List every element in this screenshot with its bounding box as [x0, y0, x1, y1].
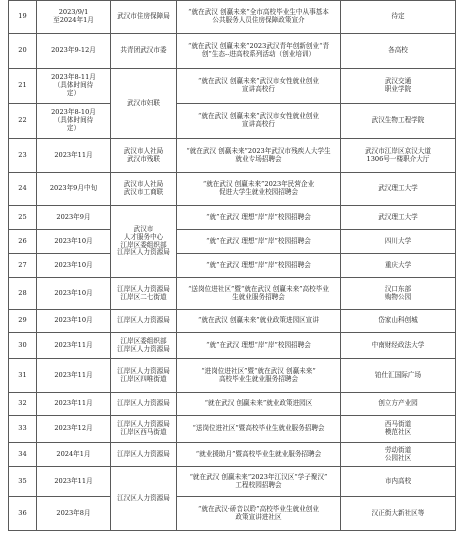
- activity-cell: “就在武汉 创赢未来”就业政策进园区宣讲: [177, 310, 341, 333]
- date-cell: 2023年10月: [37, 254, 111, 278]
- location-cell: 四川大学: [341, 230, 456, 254]
- location-cell: 武汉理工大学: [341, 173, 456, 206]
- table-row: [9, 359, 456, 393]
- activity-cell: “就在武汉 创赢未来”2023武汉青年创新创业“青 创”生态--进高校系列活动（创业培训）: [177, 34, 341, 69]
- date-cell: 2023年8-10月 （具体时间待 定）: [37, 104, 111, 139]
- table-row: [9, 1, 456, 34]
- row-number: 30: [9, 333, 37, 359]
- date-cell: 2023年12月: [37, 416, 111, 443]
- row-number: 24: [9, 173, 37, 206]
- date-cell: 2023年11月: [37, 467, 111, 497]
- table-row: [9, 497, 456, 531]
- organizer-cell: 江汉区人力资源局: [111, 467, 177, 531]
- activity-cell: “就在武汉 创赢未来”2023年民营企业 促进大学生就业校园招聘会: [177, 173, 341, 206]
- organizer-cell: 武汉市 人才服务中心 江岸区委组织部 江岸区人力资源局: [111, 206, 177, 278]
- date-cell: 2023年8月: [37, 497, 111, 531]
- table-row: [9, 69, 456, 104]
- row-number: 21: [9, 69, 37, 104]
- table-row: [9, 34, 456, 69]
- table-row: [9, 278, 456, 310]
- table-row: [9, 230, 456, 254]
- location-cell: 劳动街道 公园社区: [341, 443, 456, 467]
- activity-cell: “就在武汉 创赢未来”武汉市女性就业创业 宣讲高校行: [177, 69, 341, 104]
- location-cell: 武汉市江岸区京汉大道 1306号一楼职介大厅: [341, 139, 456, 173]
- organizer-cell: 江岸区人力资源局: [111, 393, 177, 416]
- row-number: 19: [9, 1, 37, 34]
- table-row: [9, 333, 456, 359]
- row-number: 20: [9, 34, 37, 69]
- location-cell: 西马街道 模范社区: [341, 416, 456, 443]
- organizer-cell: 江岸区委组织部 江岸区人力资源局: [111, 333, 177, 359]
- row-number: 25: [9, 206, 37, 230]
- location-cell: 岱家山科创城: [341, 310, 456, 333]
- organizer-cell: 武汉市人社局 武汉市工商联: [111, 173, 177, 206]
- location-cell: 创立方产业园: [341, 393, 456, 416]
- table-row: [9, 310, 456, 333]
- row-number: 28: [9, 278, 37, 310]
- date-cell: 2023年11月: [37, 393, 111, 416]
- table-row: [9, 443, 456, 467]
- activity-cell: “送岗位进社区”暨高校毕业生就业服务招聘会: [177, 416, 341, 443]
- date-cell: 2023年11月: [37, 359, 111, 393]
- table-row: [9, 206, 456, 230]
- organizer-cell: 武汉市妇联: [111, 69, 177, 139]
- activity-cell: “就”在武汉 理想“岸”岸”校园招聘会: [177, 206, 341, 230]
- activity-cell: “进岗位进社区”暨“就在武汉 创赢未来” 高校毕业生就业服务招聘会: [177, 359, 341, 393]
- row-number: 34: [9, 443, 37, 467]
- organizer-cell: 江岸区人力资源局: [111, 310, 177, 333]
- organizer-cell: 共青团武汉市委: [111, 34, 177, 69]
- date-cell: 2023年11月: [37, 333, 111, 359]
- date-cell: 2023年9月中旬: [37, 173, 111, 206]
- row-number: 23: [9, 139, 37, 173]
- organizer-cell: 武汉市人社局 武汉市残联: [111, 139, 177, 173]
- table-row: [9, 104, 456, 139]
- activity-cell: “就在武汉·硚音以聆”高校毕业生就业创业 政策宣讲进社区: [177, 497, 341, 531]
- date-cell: 2023年9月: [37, 206, 111, 230]
- location-cell: 中南财经政法大学: [341, 333, 456, 359]
- table-row: [9, 254, 456, 278]
- organizer-cell: 江岸区人力资源局 江岸区西马街道: [111, 416, 177, 443]
- location-cell: 汉口东部 购物公园: [341, 278, 456, 310]
- date-cell: 2023年10月: [37, 278, 111, 310]
- location-cell: 汉正街大新社区等: [341, 497, 456, 531]
- organizer-cell: 江岸区人力资源局: [111, 443, 177, 467]
- location-cell: 待定: [341, 1, 456, 34]
- activity-cell: “就业援助月”暨高校毕业生就业服务招聘会: [177, 443, 341, 467]
- date-cell: 2023/9/1 至2024年1月: [37, 1, 111, 34]
- date-cell: 2023年9-12月: [37, 34, 111, 69]
- date-cell: 2024年1月: [37, 443, 111, 467]
- location-cell: 武汉交通 职业学院: [341, 69, 456, 104]
- activity-cell: “就”在武汉 理想“岸”岸”校园招聘会: [177, 230, 341, 254]
- activity-cell: “就在武汉 创赢未来”2023年武汉市残疾人大学生 就业专场招聘会: [177, 139, 341, 173]
- row-number: 33: [9, 416, 37, 443]
- location-cell: 重庆大学: [341, 254, 456, 278]
- organizer-cell: 江岸区人力资源局 江岸区四唯街道: [111, 359, 177, 393]
- date-cell: 2023年11月: [37, 139, 111, 173]
- activity-cell: “就”在武汉 理想“岸”岸”校园招聘会: [177, 333, 341, 359]
- table-row: [9, 416, 456, 443]
- schedule-table: [8, 0, 456, 531]
- table-row: [9, 173, 456, 206]
- date-cell: 2023年8-11月 （具体时间待 定）: [37, 69, 111, 104]
- organizer-cell: 江岸区人力资源局 江岸区二七街道: [111, 278, 177, 310]
- activity-cell: “就在武汉 创赢未来”武汉市女性就业创业 宣讲高校行: [177, 104, 341, 139]
- date-cell: 2023年10月: [37, 310, 111, 333]
- location-cell: 各高校: [341, 34, 456, 69]
- row-number: 31: [9, 359, 37, 393]
- activity-cell: “送岗位进社区”暨“就在武汉 创赢未来”高校毕业 生就业服务招聘会: [177, 278, 341, 310]
- row-number: 29: [9, 310, 37, 333]
- date-cell: 2023年10月: [37, 230, 111, 254]
- row-number: 32: [9, 393, 37, 416]
- table-row: [9, 139, 456, 173]
- organizer-cell: 武汉市住房保障局: [111, 1, 177, 34]
- row-number: 27: [9, 254, 37, 278]
- row-number: 26: [9, 230, 37, 254]
- activity-cell: “就”在武汉 理想“岸”岸”校园招聘会: [177, 254, 341, 278]
- row-number: 22: [9, 104, 37, 139]
- activity-cell: “就在武汉 创赢未来”就业政策进园区: [177, 393, 341, 416]
- table-row: [9, 393, 456, 416]
- location-cell: 武汉理工大学: [341, 206, 456, 230]
- location-cell: 市内高校: [341, 467, 456, 497]
- location-cell: 武汉生物工程学院: [341, 104, 456, 139]
- table-row: [9, 467, 456, 497]
- location-cell: 铂仕汇国际广场: [341, 359, 456, 393]
- activity-cell: “就在武汉 创赢未来”全市高校毕业生中从事基本 公共服务人员住房保障政策宣介: [177, 1, 341, 34]
- row-number: 35: [9, 467, 37, 497]
- row-number: 36: [9, 497, 37, 531]
- activity-cell: “就在武汉 创赢未来”2023年江汉区“学子聚汉” 工程校园招聘会: [177, 467, 341, 497]
